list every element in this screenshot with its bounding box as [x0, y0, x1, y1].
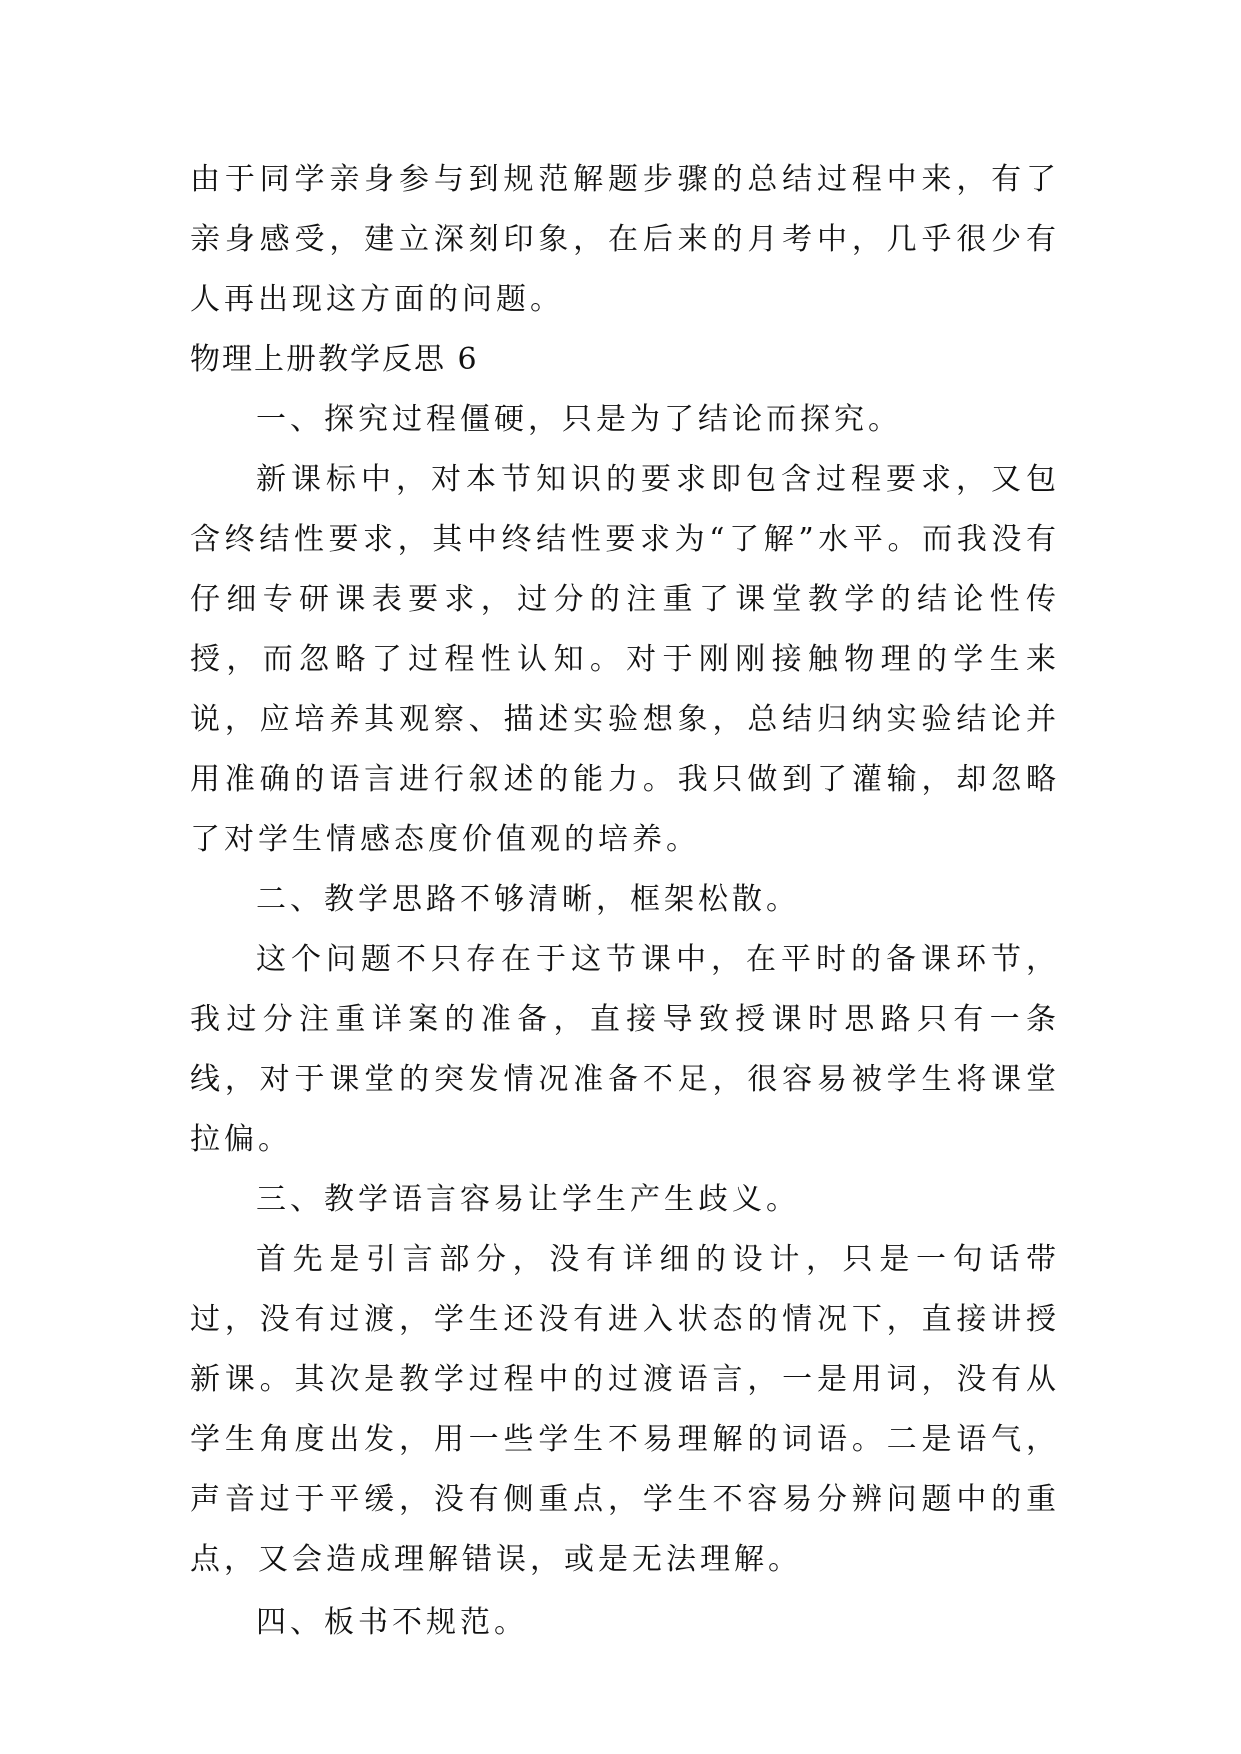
document-body: [190, 150, 1060, 1653]
section-2-body: 这个问题不只存在于这节课中，在平时的备课环节，我过分注重详案的准备，直接导致授课时思路只有一条线，对于课堂的突发情况准备不足，很容易被学生将课堂拉偏。: [190, 942, 1060, 1157]
section-2-title: 二、教学思路不够清晰，框架松散。: [256, 882, 800, 917]
section-1-title: 一、探究过程僵硬，只是为了结论而探究。: [256, 402, 902, 437]
section-3-title: 三、教学语言容易让学生产生歧义。: [256, 1182, 800, 1217]
intro-paragraph: 由于同学亲身参与到规范解题步骤的总结过程中来，有了亲身感受，建立深刻印象，在后来的月考中，几乎很少有人再出现这方面的问题。: [190, 162, 1060, 317]
document-heading: 物理上册教学反思 6: [190, 342, 479, 377]
section-3-body: 首先是引言部分，没有详细的设计，只是一句话带过，没有过渡，学生还没有进入状态的情况下，直接讲授新课。其次是教学过程中的过渡语言，一是用词，没有从学生角度出发，用一些学生不易理解的词语。二是语气，声音过于平缓，没有侧重点，学生不容易分辨问题中的重点，又会造成理解错误，或是无法理解。: [190, 1242, 1060, 1577]
section-1-body: 新课标中，对本节知识的要求即包含过程要求，又包含终结性要求，其中终结性要求为“了解”水平。而我没有仔细专研课表要求，过分的注重了课堂教学的结论性传授，而忽略了过程性认知。对于刚刚接触物理的学生来说，应培养其观察、描述实验想象，总结归纳实验结论并用准确的语言进行叙述的能力。我只做到了灌输，却忽略了对学生情感态度价值观的培养。: [190, 462, 1060, 857]
section-4-title: 四、板书不规范。: [256, 1605, 528, 1640]
